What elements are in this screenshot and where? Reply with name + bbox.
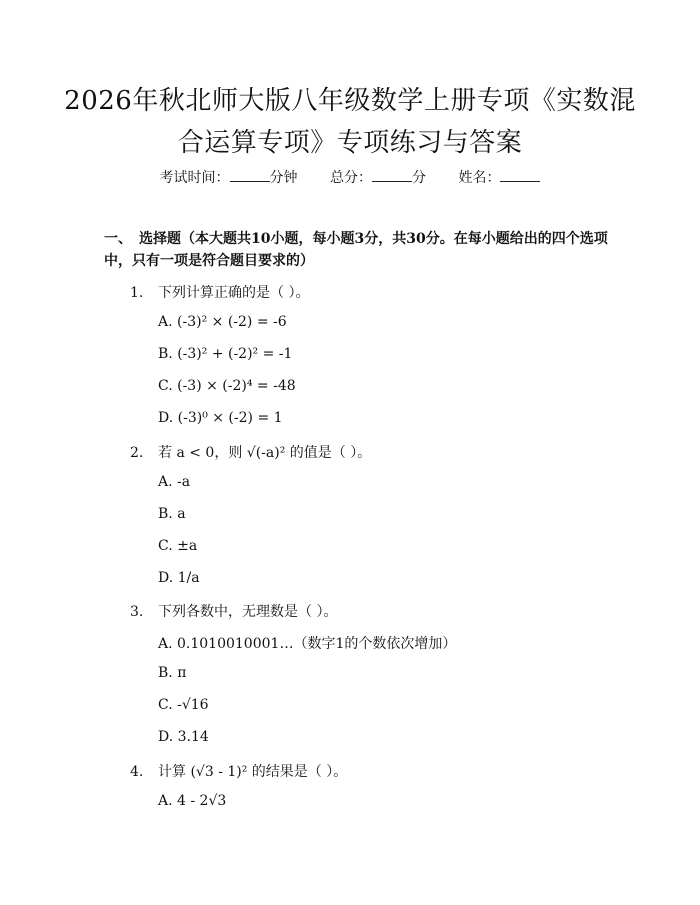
exam-name [458, 170, 540, 186]
document-title: 2026年秋北师大版八年级数学上册专项《实数混合运算专项》专项练习与答案 [64, 86, 636, 158]
question-text: 下列计算正确的是（ ）。 [158, 285, 310, 301]
question-1-option-b: B. (-3)² + (-2)² = -1 [158, 346, 293, 362]
question-2-option-c: C. ±a [158, 538, 198, 554]
time-label: 考试时间： [159, 170, 230, 186]
question-2-option-d: D. 1/a [158, 570, 200, 586]
question-text: 下列各数中，无理数是（ ）。 [158, 604, 338, 620]
question-3-option-b: B. π [158, 665, 187, 681]
question-3 [130, 601, 337, 621]
exam-meta [0, 167, 700, 187]
question-1-option-a: A. (-3)² × (-2) = -6 [158, 314, 287, 330]
question-1-option-d: D. (-3)⁰ × (-2) = 1 [158, 410, 283, 426]
name-blank [500, 169, 540, 182]
question-3-option-a: A. 0.1010010001…（数字1的个数依次增加） [158, 636, 457, 652]
score-label: 总分： [330, 170, 372, 186]
question-1-option-c: C. (-3) × (-2)⁴ = -48 [158, 378, 296, 394]
score-unit: 分 [412, 170, 426, 186]
exam-score [330, 170, 430, 186]
question-2-option-a: A. -a [158, 474, 191, 490]
question-number: 4. [130, 764, 144, 780]
question-number: 2. [130, 445, 144, 461]
question-4 [130, 761, 347, 781]
time-blank [230, 169, 270, 182]
question-number: 1. [130, 285, 144, 301]
question-text: 计算 (√3 - 1)² 的结果是（ ）。 [158, 764, 348, 780]
name-label: 姓名： [458, 170, 501, 186]
question-4-option-a: A. 4 - 2√3 [158, 793, 227, 809]
question-2 [130, 442, 371, 462]
question-text: 若 a < 0，则 √(-a)² 的值是（ ）。 [158, 445, 372, 461]
question-number: 3. [130, 604, 144, 620]
question-3-option-d: D. 3.14 [158, 729, 209, 745]
section-heading: 一、 选择题（本大题共10小题，每小题3分，共30分。在每小题给出的四个选项中，只有一项是符合题目要求的） [104, 231, 608, 269]
score-blank [372, 169, 412, 182]
question-1 [130, 282, 309, 302]
question-2-option-b: B. a [158, 506, 186, 522]
time-unit: 分钟 [269, 170, 298, 186]
exam-time [160, 170, 302, 186]
question-3-option-c: C. -√16 [158, 697, 209, 713]
